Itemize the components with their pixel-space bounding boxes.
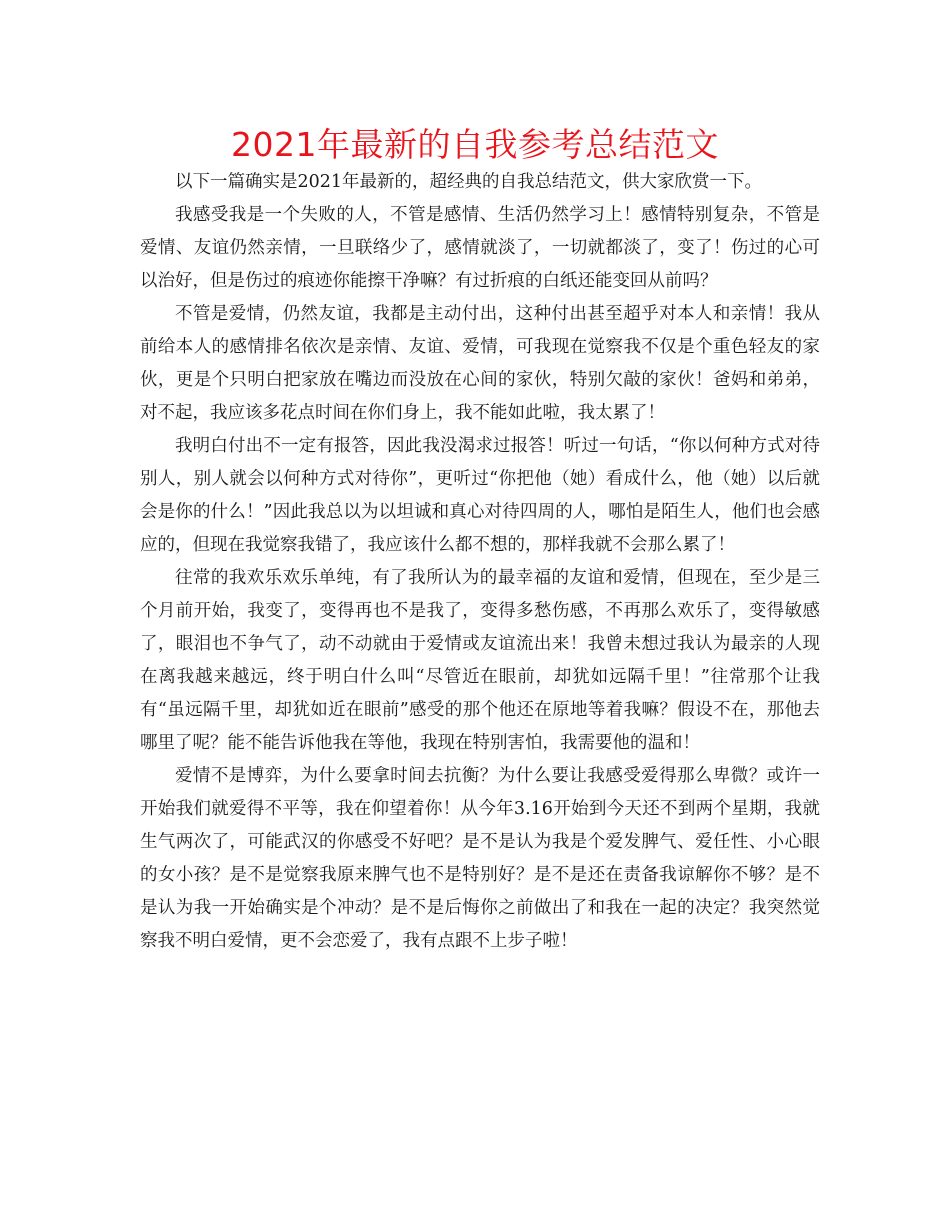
paragraph-reward: 我明白付出不一定有报答，因此我没渴求过报答！听过一句话，“你以何种方式对待别人，别人就会以何种方式对待你”，更听过“你把他（她）看成什么，他（她）以后就会是你的什么！”因此我总以为以坦诚和真心对待四周的人，哪怕是陌生人，他们也会感应的，但现在我觉察我错了，我应该什么都不想的，那样我就不会那么累了！ (140, 436, 820, 555)
document-title: 2021年最新的自我参考总结范文 (231, 125, 719, 164)
paragraph-intro: 以下一篇确实是2021年最新的，超经典的自我总结范文，供大家欣赏一下。 (175, 172, 763, 192)
paragraph-change: 往常的我欢乐欢乐单纯，有了我所认为的最幸福的友谊和爱情，但现在，至少是三个月前开始，我变了，变得再也不是我了，变得多愁伤感，不再那么欢乐了，变得敏感了，眼泪也不争气了，动不动就由于爱情或友谊流出来！我曾未想过我认为最亲的人现在离我越来越远，终于明白什么叫“尽管近在眼前，却犹如远隔千里！”往常那个让我有“虽远隔千里，却犹如近在眼前”感受的那个他还在原地等着我嘛？假设不在，那他去哪里了呢？能不能告诉他我在等他，我现在特别害怕，我需要他的温和！ (140, 568, 820, 753)
paragraph-giving: 不管是爱情，仍然友谊，我都是主动付出，这种付出甚至超乎对本人和亲情！我从前给本人的感情排名依次是亲情、友谊、爱情，可我现在觉察我不仅是个重色轻友的家伙，更是个只明白把家放在嘴边而没放在心间的家伙，特别欠敲的家伙！爸妈和弟弟，对不起，我应该多花点时间在你们身上，我不能如此啦，我太累了！ (140, 304, 820, 423)
paragraph-love: 爱情不是博弈，为什么要拿时间去抗衡？为什么要让我感受爱得那么卑微？或许一开始我们就爱得不平等，我在仰望着你！从今年3.16开始到今天还不到两个星期，我就生气两次了，可能武汉的你感受不好吧？是不是认为我是个爱发脾气、爱任性、小心眼的女小孩？是不是觉察我原来脾气也不是特别好？是不是还在责备我谅解你不够？是不是认为我一开始确实是个冲动？是不是后悔你之前做出了和我在一起的决定？我突然觉察我不明白爱情，更不会恋爱了，我有点跟不上步子啦！ (140, 766, 820, 951)
paragraph-feelings: 我感受我是一个失败的人，不管是感情、生活仍然学习上！感情特别复杂，不管是爱情、友谊仍然亲情，一旦联络少了，感情就淡了，一切就都淡了，变了！伤过的心可以治好，但是伤过的痕迹你能擦干净嘛？有过折痕的白纸还能变回从前吗？ (140, 205, 820, 291)
document-body (140, 166, 820, 958)
